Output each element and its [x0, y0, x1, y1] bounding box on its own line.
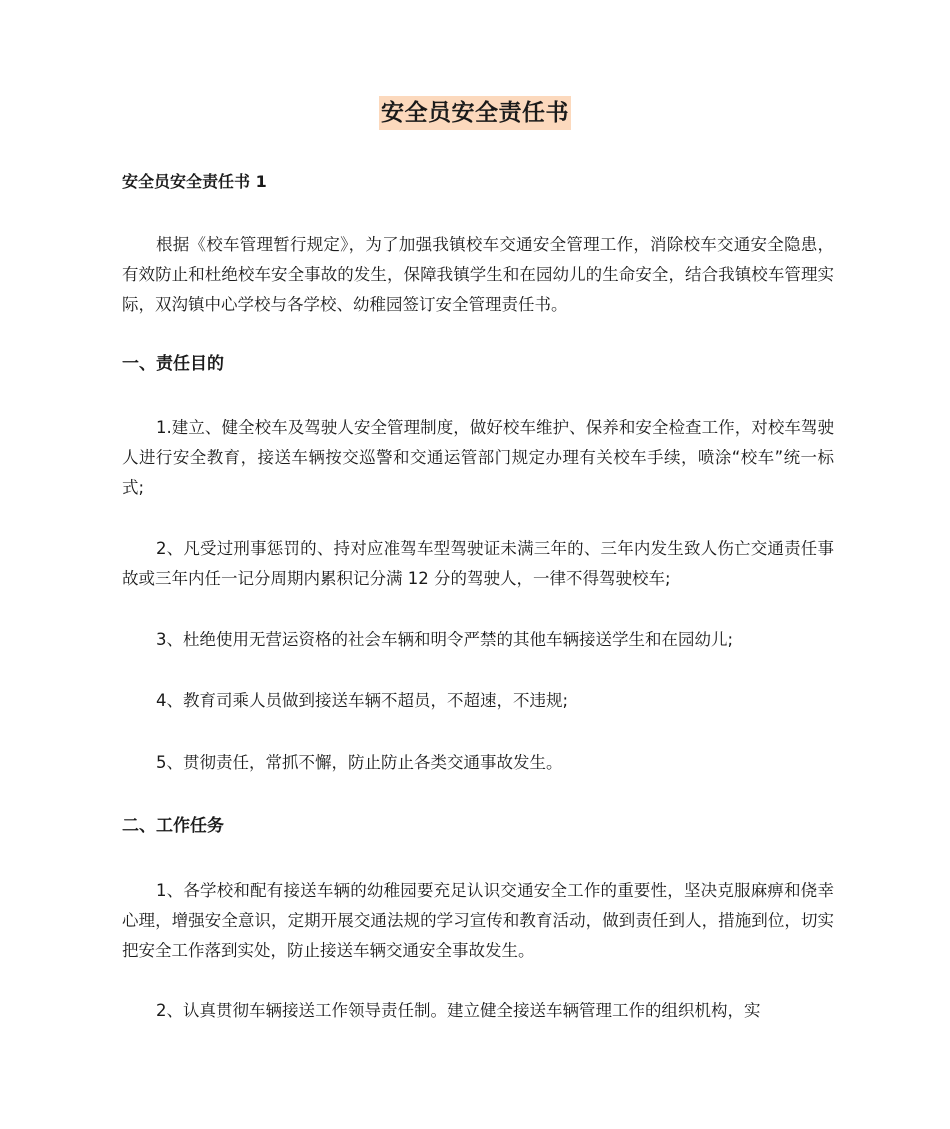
document-subtitle: 安全员安全责任书 1 [122, 172, 267, 191]
section1-item-5: 5、贯彻责任，常抓不懈，防止防止各类交通事故发生。 [156, 753, 563, 772]
title-wrapper [0, 96, 950, 130]
document-title: 安全员安全责任书 [379, 96, 571, 130]
section1-item-2: 2、凡受过刑事惩罚的、持对应准驾车型驾驶证未满三年的、三年内发生致人伤亡交通责任事故或三年内任一记分周期内累积记分满 12 分的驾驶人，一律不得驾驶校车; [122, 539, 834, 588]
section1-item-1: 1.建立、健全校车及驾驶人安全管理制度，做好校车维护、保养和安全检查工作，对校车驾驶人进行安全教育，接送车辆按交巡警和交通运管部门规定办理有关校车手续，喷涂“校车”统一标式; [122, 418, 834, 497]
section1-heading: 一、责任目的 [122, 354, 224, 374]
intro-paragraph: 根据《校车管理暂行规定》，为了加强我镇校车交通安全管理工作，消除校车交通安全隐患，有效防止和杜绝校车安全事故的发生，保障我镇学生和在园幼儿的生命安全，结合我镇校车管理实际，双沟镇中心学校与各学校、幼稚园签订安全管理责任书。 [122, 235, 834, 314]
section2-item-1: 1、各学校和配有接送车辆的幼稚园要充足认识交通安全工作的重要性，坚决克服麻痹和侥幸心理，增强安全意识，定期开展交通法规的学习宣传和教育活动，做到责任到人，措施到位，切实把安全工作落到实处，防止接送车辆交通安全事故发生。 [122, 881, 834, 960]
section1-item-4: 4、教育司乘人员做到接送车辆不超员，不超速，不违规; [156, 691, 569, 710]
section2-heading: 二、工作任务 [122, 816, 224, 836]
section1-item-3: 3、杜绝使用无营运资格的社会车辆和明令严禁的其他车辆接送学生和在园幼儿; [156, 630, 734, 649]
section2-item-2: 2、认真贯彻车辆接送工作领导责任制。建立健全接送车辆管理工作的组织机构，实 [156, 1001, 761, 1020]
